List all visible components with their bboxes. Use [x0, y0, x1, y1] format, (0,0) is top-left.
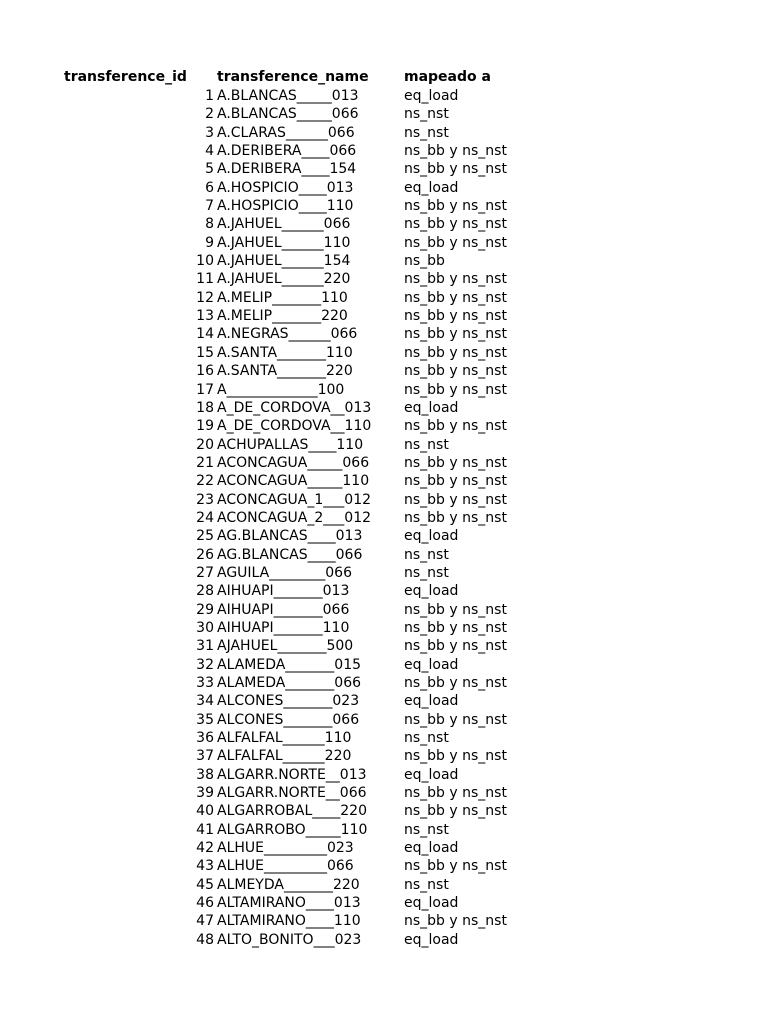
cell-mapeado-a: ns_bb y ns_nst — [404, 381, 507, 398]
cell-mapeado-a: eq_load — [404, 931, 459, 948]
cell-mapeado-a: ns_bb y ns_nst — [404, 198, 507, 215]
cell-transference-name: A_DE_CORDOVA__013 — [217, 399, 372, 416]
cell-transference-name: ALTO_BONITO___023 — [217, 931, 362, 948]
table-row — [0, 362, 768, 380]
table-row — [0, 252, 768, 270]
table-row — [0, 857, 768, 875]
cell-transference-name: ALGARROBO_____110 — [217, 821, 368, 838]
cell-transference-name: ALCONES_______066 — [217, 711, 360, 728]
cell-transference-id: 16 — [196, 363, 214, 380]
cell-transference-id: 9 — [205, 234, 214, 251]
cell-transference-id: 43 — [196, 858, 214, 875]
table-row — [0, 289, 768, 307]
cell-transference-id: 26 — [196, 546, 214, 563]
cell-transference-id: 40 — [196, 803, 214, 820]
table-row — [0, 619, 768, 637]
cell-mapeado-a: ns_bb y ns_nst — [404, 289, 507, 306]
cell-transference-id: 8 — [205, 216, 214, 233]
cell-transference-id: 2 — [205, 106, 214, 123]
cell-transference-id: 46 — [196, 895, 214, 912]
cell-transference-id: 28 — [196, 583, 214, 600]
cell-transference-id: 19 — [196, 418, 214, 435]
cell-transference-name: ACONCAGUA_____066 — [217, 454, 370, 471]
table-row — [0, 582, 768, 600]
cell-mapeado-a: ns_bb y ns_nst — [404, 601, 507, 618]
cell-mapeado-a: ns_bb y ns_nst — [404, 803, 507, 820]
table-row — [0, 729, 768, 747]
table-row — [0, 142, 768, 160]
cell-mapeado-a: ns_bb y ns_nst — [404, 619, 507, 636]
cell-mapeado-a: ns_nst — [404, 821, 449, 838]
cell-transference-id: 15 — [196, 344, 214, 361]
cell-mapeado-a: ns_bb y ns_nst — [404, 711, 507, 728]
table-row — [0, 839, 768, 857]
cell-transference-name: A.MELIP_______110 — [217, 289, 348, 306]
cell-transference-name: A.DERIBERA____154 — [217, 161, 357, 178]
cell-transference-name: ALTAMIRANO____110 — [217, 913, 361, 930]
cell-transference-name: AIHUAPI_______013 — [217, 583, 350, 600]
cell-transference-id: 4 — [205, 143, 214, 160]
cell-mapeado-a: ns_bb y ns_nst — [404, 418, 507, 435]
cell-transference-id: 34 — [196, 693, 214, 710]
table-row — [0, 601, 768, 619]
cell-transference-id: 21 — [196, 454, 214, 471]
cell-transference-name: A.CLARAS______066 — [217, 124, 355, 141]
cell-transference-id: 3 — [205, 124, 214, 141]
cell-mapeado-a: eq_load — [404, 179, 459, 196]
table-row — [0, 124, 768, 142]
table-row — [0, 307, 768, 325]
cell-transference-id: 45 — [196, 876, 214, 893]
cell-transference-id: 6 — [205, 179, 214, 196]
cell-transference-name: ALFALFAL______110 — [217, 730, 352, 747]
cell-transference-id: 12 — [196, 289, 214, 306]
table-row — [0, 912, 768, 930]
cell-transference-id: 14 — [196, 326, 214, 343]
cell-mapeado-a: ns_bb y ns_nst — [404, 675, 507, 691]
table-row — [0, 766, 768, 784]
table-row — [0, 546, 768, 564]
cell-mapeado-a: ns_bb y ns_nst — [404, 491, 507, 508]
cell-transference-id: 36 — [196, 730, 214, 747]
table-row — [0, 381, 768, 399]
cell-transference-id: 20 — [196, 436, 214, 453]
cell-transference-id: 42 — [196, 840, 214, 857]
cell-mapeado-a: ns_bb y ns_nst — [404, 344, 507, 361]
table-row — [0, 160, 768, 178]
cell-mapeado-a: ns_nst — [404, 124, 449, 141]
table-row — [0, 454, 768, 472]
cell-transference-name: A_____________100 — [217, 381, 345, 398]
cell-transference-id: 13 — [196, 308, 214, 325]
table-row — [0, 509, 768, 527]
cell-mapeado-a: ns_nst — [404, 106, 449, 123]
cell-transference-id: 31 — [196, 638, 214, 655]
cell-mapeado-a: eq_load — [404, 399, 459, 416]
cell-mapeado-a: ns_bb y ns_nst — [404, 363, 507, 380]
cell-transference-name: ALFALFAL______220 — [217, 748, 352, 765]
cell-transference-name: ALAMEDA_______015 — [217, 656, 362, 673]
cell-mapeado-a: ns_nst — [404, 730, 449, 747]
cell-mapeado-a: ns_bb y ns_nst — [404, 638, 507, 655]
spreadsheet-page — [0, 67, 768, 949]
table-row — [0, 802, 768, 820]
cell-transference-name: A.JAHUEL______066 — [217, 216, 351, 233]
cell-mapeado-a: eq_load — [404, 840, 459, 857]
cell-transference-name: AIHUAPI_______110 — [217, 619, 350, 636]
table-row — [0, 564, 768, 582]
column-header-transference-id: transference_id — [64, 69, 187, 85]
cell-mapeado-a: ns_bb y ns_nst — [404, 308, 507, 325]
cell-transference-name: A.JAHUEL______220 — [217, 271, 351, 288]
cell-mapeado-a: ns_bb y ns_nst — [404, 161, 507, 178]
cell-transference-id: 41 — [196, 821, 214, 838]
cell-transference-id: 23 — [196, 491, 214, 508]
cell-mapeado-a: eq_load — [404, 895, 459, 912]
cell-transference-name: A.SANTA_______110 — [217, 344, 353, 361]
cell-mapeado-a: ns_bb y ns_nst — [404, 216, 507, 233]
cell-transference-name: A.BLANCAS_____066 — [217, 106, 359, 123]
cell-mapeado-a: ns_bb y ns_nst — [404, 785, 507, 802]
cell-transference-id: 1 — [205, 88, 214, 104]
cell-transference-name: AG.BLANCAS____066 — [217, 546, 363, 563]
table-row — [0, 179, 768, 197]
cell-mapeado-a: eq_load — [404, 656, 459, 673]
cell-transference-name: A.JAHUEL______154 — [217, 253, 351, 270]
cell-transference-name: ALCONES_______023 — [217, 693, 360, 710]
cell-transference-name: A.HOSPICIO____110 — [217, 198, 354, 215]
table-row — [0, 656, 768, 674]
cell-mapeado-a: ns_nst — [404, 876, 449, 893]
table-row — [0, 399, 768, 417]
table-row — [0, 197, 768, 215]
cell-mapeado-a: ns_bb y ns_nst — [404, 748, 507, 765]
cell-transference-id: 48 — [196, 931, 214, 948]
cell-mapeado-a: eq_load — [404, 88, 459, 104]
cell-transference-name: A.MELIP_______220 — [217, 308, 348, 325]
cell-transference-id: 37 — [196, 748, 214, 765]
table-row — [0, 270, 768, 288]
cell-mapeado-a: ns_bb y ns_nst — [404, 913, 507, 930]
cell-transference-id: 29 — [196, 601, 214, 618]
cell-transference-id: 10 — [196, 253, 214, 270]
cell-transference-name: ACONCAGUA_2___012 — [217, 509, 372, 526]
cell-transference-name: ALMEYDA_______220 — [217, 876, 360, 893]
cell-mapeado-a: eq_load — [404, 528, 459, 545]
cell-mapeado-a: ns_nst — [404, 546, 449, 563]
table-row — [0, 931, 768, 949]
cell-mapeado-a: ns_bb y ns_nst — [404, 143, 507, 160]
cell-mapeado-a: ns_nst — [404, 564, 449, 581]
cell-transference-name: AGUILA________066 — [217, 564, 352, 581]
table-row — [0, 894, 768, 912]
cell-mapeado-a: eq_load — [404, 766, 459, 783]
cell-transference-id: 47 — [196, 913, 214, 930]
table-row — [0, 436, 768, 454]
cell-transference-name: ACHUPALLAS____110 — [217, 436, 364, 453]
cell-transference-name: A.SANTA_______220 — [217, 363, 353, 380]
cell-transference-name: ALGARR.NORTE__066 — [217, 785, 367, 802]
table-row — [0, 491, 768, 509]
table-row — [0, 105, 768, 123]
cell-transference-name: AJAHUEL_______500 — [217, 638, 354, 655]
cell-transference-id: 35 — [196, 711, 214, 728]
column-header-transference-name: transference_name — [217, 69, 369, 85]
cell-mapeado-a: ns_nst — [404, 436, 449, 453]
column-header-mapeado-a: mapeado a — [404, 69, 491, 85]
cell-transference-name: A.HOSPICIO____013 — [217, 179, 354, 196]
cell-transference-name: ACONCAGUA_1___012 — [217, 491, 372, 508]
cell-transference-id: 7 — [205, 198, 214, 215]
cell-transference-id: 38 — [196, 766, 214, 783]
table-row — [0, 417, 768, 435]
cell-transference-name: ALGARROBAL____220 — [217, 803, 367, 820]
table-row — [0, 215, 768, 233]
table-row — [0, 692, 768, 710]
table-row — [0, 234, 768, 252]
cell-transference-name: ALHUE_________023 — [217, 840, 354, 857]
table-row — [0, 747, 768, 765]
table-row — [0, 87, 768, 105]
cell-transference-id: 25 — [196, 528, 214, 545]
cell-transference-name: ALTAMIRANO____013 — [217, 895, 361, 912]
cell-mapeado-a: eq_load — [404, 583, 459, 600]
cell-transference-name: A.BLANCAS_____013 — [217, 88, 359, 104]
cell-transference-name: A.JAHUEL______110 — [217, 234, 351, 251]
cell-mapeado-a: ns_bb y ns_nst — [404, 858, 507, 875]
table-row — [0, 876, 768, 894]
cell-transference-id: 33 — [196, 675, 214, 691]
cell-transference-name: ALHUE_________066 — [217, 858, 354, 875]
table-row — [0, 637, 768, 655]
table-row — [0, 821, 768, 839]
cell-transference-id: 22 — [196, 473, 214, 490]
cell-mapeado-a: ns_bb y ns_nst — [404, 234, 507, 251]
cell-mapeado-a: ns_bb y ns_nst — [404, 473, 507, 490]
cell-transference-id: 30 — [196, 619, 214, 636]
table-row — [0, 472, 768, 490]
cell-mapeado-a: ns_bb — [404, 253, 445, 270]
cell-transference-name: A_DE_CORDOVA__110 — [217, 418, 372, 435]
cell-mapeado-a: eq_load — [404, 693, 459, 710]
cell-transference-id: 11 — [196, 271, 214, 288]
cell-transference-id: 24 — [196, 509, 214, 526]
table-body — [0, 87, 768, 949]
cell-transference-id: 18 — [196, 399, 214, 416]
cell-transference-id: 27 — [196, 564, 214, 581]
table-row — [0, 325, 768, 343]
table-header-row — [0, 67, 768, 87]
cell-transference-name: ALGARR.NORTE__013 — [217, 766, 367, 783]
table-row — [0, 784, 768, 802]
table-row — [0, 344, 768, 362]
cell-transference-id: 17 — [196, 381, 214, 398]
cell-transference-id: 32 — [196, 656, 214, 673]
cell-mapeado-a: ns_bb y ns_nst — [404, 454, 507, 471]
table-row — [0, 711, 768, 729]
cell-mapeado-a: ns_bb y ns_nst — [404, 271, 507, 288]
cell-mapeado-a: ns_bb y ns_nst — [404, 326, 507, 343]
cell-transference-name: A.NEGRAS______066 — [217, 326, 358, 343]
cell-transference-name: A.DERIBERA____066 — [217, 143, 357, 160]
cell-transference-name: AG.BLANCAS____013 — [217, 528, 363, 545]
cell-transference-id: 39 — [196, 785, 214, 802]
cell-mapeado-a: ns_bb y ns_nst — [404, 509, 507, 526]
cell-transference-id: 5 — [205, 161, 214, 178]
cell-transference-name: AIHUAPI_______066 — [217, 601, 350, 618]
cell-transference-name: ACONCAGUA_____110 — [217, 473, 370, 490]
cell-transference-name: ALAMEDA_______066 — [217, 675, 362, 691]
table-row — [0, 527, 768, 545]
table-row — [0, 674, 768, 692]
